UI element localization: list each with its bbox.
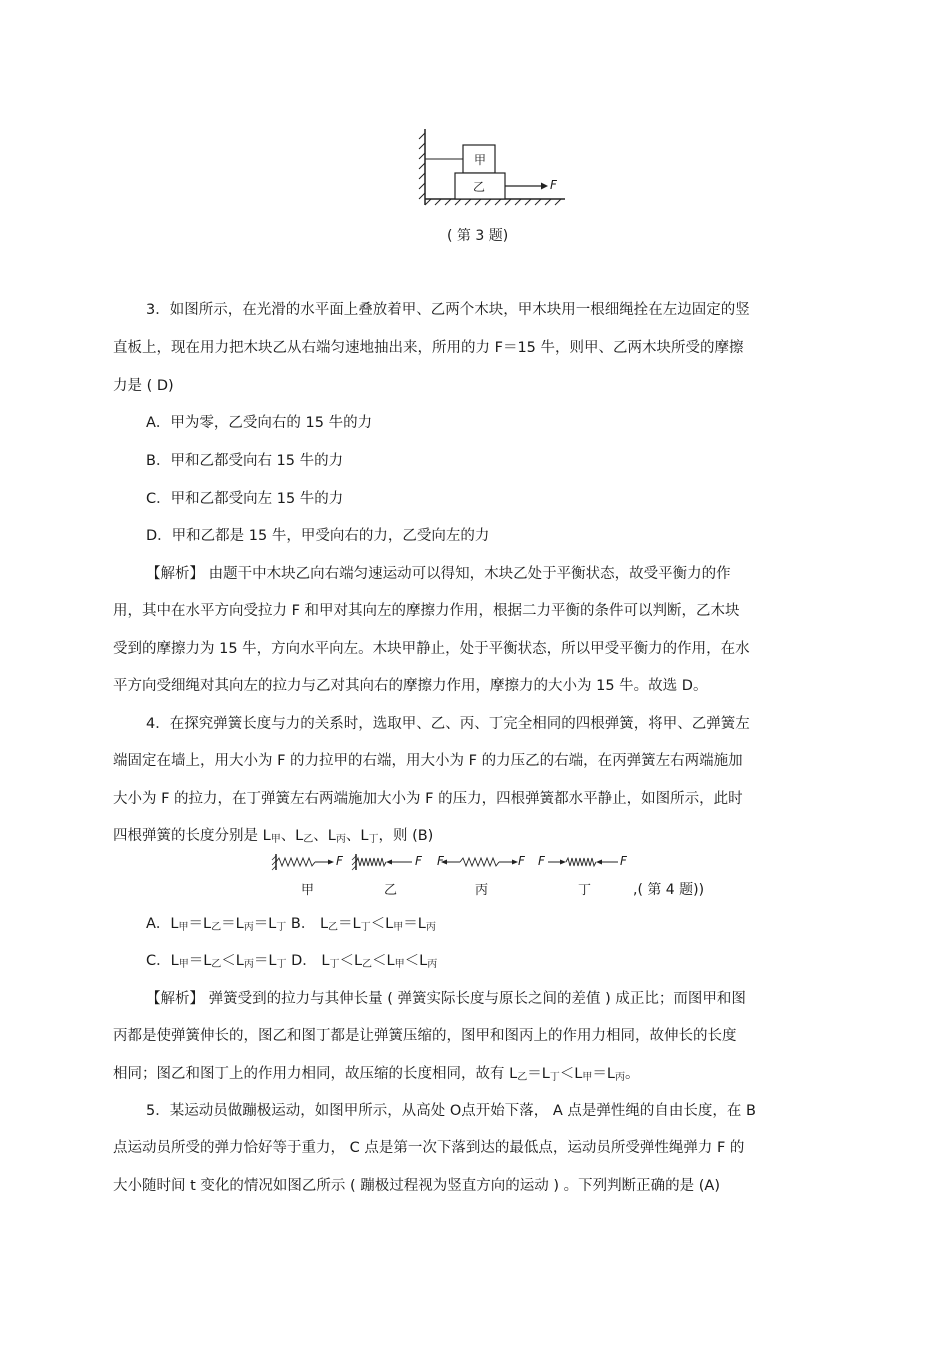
txt: B． L	[286, 916, 329, 932]
q4-option-cd	[146, 949, 437, 970]
txt: ＝L	[592, 1066, 615, 1082]
sub: 丙	[614, 1072, 625, 1083]
q4-sub-jia: 甲	[270, 834, 281, 845]
sub: 甲	[178, 959, 189, 970]
figure-3-caption: ( 第 3 题)	[447, 228, 509, 244]
sub: 丁	[276, 922, 287, 933]
q4-sub-ding: 丁	[368, 834, 379, 845]
q4-analysis-1: 【解析】 弹簧受到的拉力与其伸长量 ( 弹簧实际长度与原长之间的差值 ) 成正比；而图甲和图	[146, 991, 746, 1007]
txt: ＝L	[527, 1066, 550, 1082]
sub: 甲	[394, 959, 405, 970]
q5-line-3: 大小随时间 t 变化的情况如图乙所示 ( 蹦极过程视为竖直方向的运动 ) 。下列判断正确的是 (A)	[113, 1178, 720, 1194]
q3-analysis-2: 用，其中在水平方向受拉力 F 和甲对其向左的摩擦力作用，根据二力平衡的条件可以判断，乙木块	[113, 603, 740, 619]
q5-line-2: 点运动员所受的弹力恰好等于重力， C 点是第一次下落到达的最低点，运动员所受弹性绳弹力 F 的	[113, 1140, 745, 1156]
txt: 。	[624, 1066, 640, 1082]
spring-f-5: F	[538, 854, 545, 868]
txt: ＝L	[221, 916, 244, 932]
sub: 丙	[243, 959, 254, 970]
force-f-label: F	[550, 178, 557, 192]
txt: 相同；图乙和图丁上的作用力相同，故压缩的长度相同，故有	[113, 1066, 505, 1082]
txt: ＜L	[372, 953, 395, 969]
q4-line-2: 端固定在墙上，用大小为 F 的力拉甲的右端，用大小为 F 的力压乙的右端，在丙弹簧左右两端施加	[113, 753, 743, 769]
sub: 丙	[243, 922, 254, 933]
q4-sep: 、L	[313, 828, 336, 844]
q3-option-c: C．甲和乙都受向左 15 牛的力	[146, 491, 344, 507]
block-yi-label: 乙	[473, 180, 486, 194]
q3-analysis-3: 受到的摩擦力为 15 牛，方向水平向左。木块甲静止，处于平衡状态，所以甲受平衡力的作用，在水	[113, 641, 750, 657]
spring-label-jia: 甲	[301, 883, 315, 898]
sub: 乙	[211, 959, 222, 970]
sub: 丁	[360, 922, 371, 933]
txt: ＝L	[403, 916, 426, 932]
q4-line-4-text: 四根弹簧的长度分别是 L	[113, 828, 271, 844]
txt: ＝L	[188, 916, 212, 932]
q3-option-a: A．甲为零，乙受向右的 15 牛的力	[146, 415, 373, 431]
txt: L	[509, 1066, 518, 1082]
spring-f-4: F	[518, 854, 525, 868]
block-jia-label: 甲	[474, 153, 487, 167]
spring-label-yi: 乙	[384, 883, 398, 898]
sub: 乙	[211, 922, 222, 933]
txt: A．L	[146, 916, 179, 932]
txt: ＝L	[338, 916, 361, 932]
figure-3-diagram	[415, 125, 575, 210]
spring-f-6: F	[620, 854, 627, 868]
sub: 甲	[178, 922, 189, 933]
q3-analysis-4: 平方向受细绳对其向左的拉力与乙对其向右的摩擦力作用，摩擦力的大小为 15 牛。故选 D。	[113, 678, 708, 694]
sub: 乙	[328, 922, 339, 933]
q4-line-3: 大小为 F 的拉力，在丁弹簧左右两端施加大小为 F 的压力，四根弹簧都水平静止，如图所示，此时	[113, 791, 743, 807]
spring-label-bing: 丙	[475, 883, 489, 898]
sub: 丁	[276, 959, 287, 970]
q4-sep: 、L	[345, 828, 369, 844]
txt: ＜L	[339, 953, 363, 969]
txt: ＜L	[221, 953, 244, 969]
q4-sub-bing: 丙	[335, 834, 346, 845]
sub: 丙	[425, 922, 436, 933]
sub: 丙	[427, 959, 438, 970]
sub: 丁	[329, 959, 340, 970]
q3-line-2: 直板上，现在用力把木块乙从右端匀速地抽出来，所用的力 F＝15 牛，则甲、乙两木块所受的摩擦	[113, 340, 744, 356]
sub: 乙	[362, 959, 373, 970]
txt: D． L	[286, 953, 330, 969]
spring-label-ding: 丁	[578, 883, 592, 898]
figure-4-springs	[270, 852, 635, 872]
txt: C．L	[146, 953, 179, 969]
q3-line-3: 力是 ( D)	[113, 378, 174, 394]
txt: ＝L	[188, 953, 212, 969]
q4-line-1: 4．在探究弹簧长度与力的关系时，选取甲、乙、丙、丁完全相同的四根弹簧，将甲、乙弹簧左	[146, 716, 750, 732]
sub: 甲	[582, 1072, 593, 1083]
txt: ＜L	[559, 1066, 583, 1082]
q4-analysis-3	[113, 1062, 639, 1083]
spring-f-3: F	[437, 854, 444, 868]
q5-line-1: 5．某运动员做蹦极运动，如图甲所示，从高处 O点开始下落， A 点是弹性绳的自由长度，在 B	[146, 1103, 756, 1119]
q4-sep: 、L	[280, 828, 304, 844]
q4-answer: ，则 (B)	[378, 828, 434, 844]
sub: 丁	[549, 1072, 560, 1083]
txt: ＝L	[253, 953, 277, 969]
q4-line-4	[113, 824, 433, 845]
figure-4-caption: ,( 第 4 题))	[633, 882, 705, 898]
q3-line-1: 3．如图所示，在光滑的水平面上叠放着甲、乙两个木块，甲木块用一根细绳拴在左边固定的竖	[146, 302, 750, 318]
spring-f-1: F	[336, 854, 343, 868]
txt: ＜L	[370, 916, 394, 932]
sub: 乙	[517, 1072, 528, 1083]
txt: ＜L	[404, 953, 428, 969]
q3-option-d: D．甲和乙都是 15 牛，甲受向右的力，乙受向左的力	[146, 528, 490, 544]
q4-analysis-2: 丙都是使弹簧伸长的，图乙和图丁都是让弹簧压缩的，图甲和图丙上的作用力相同，故伸长的长度	[113, 1028, 737, 1044]
q4-option-ab	[146, 912, 436, 933]
spring-f-2: F	[415, 854, 422, 868]
q3-analysis-1: 【解析】 由题干中木块乙向右端匀速运动可以得知，木块乙处于平衡状态，故受平衡力的作	[146, 566, 731, 582]
sub: 甲	[393, 922, 404, 933]
q4-sub-yi: 乙	[303, 834, 314, 845]
q3-option-b: B．甲和乙都受向右 15 牛的力	[146, 453, 344, 469]
txt: ＝L	[253, 916, 277, 932]
